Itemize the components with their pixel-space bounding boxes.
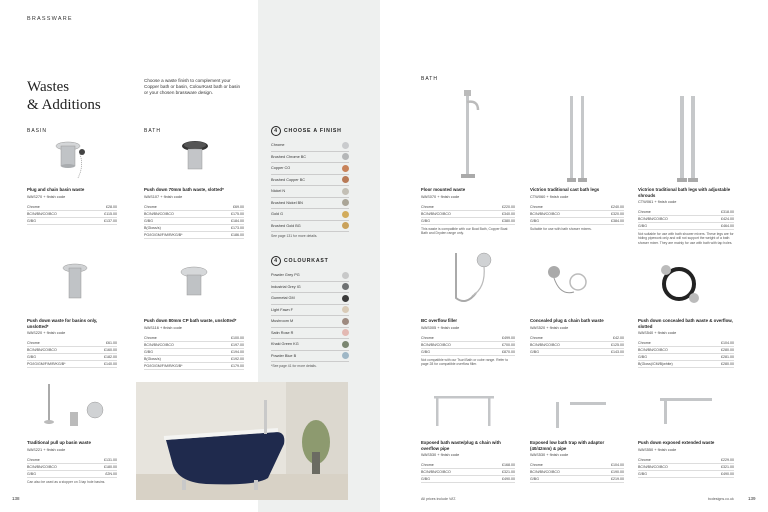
price-value: £499.00: [502, 335, 515, 340]
finish-row: [271, 221, 349, 233]
colourkast-row: [271, 293, 349, 305]
colourkast-label: Satin Rose R: [271, 330, 294, 335]
product-name: Concealed plug & chain bath waste: [530, 318, 604, 323]
product-code: WAS520 + finish code: [530, 324, 569, 330]
price-value: £69.00: [233, 204, 244, 209]
price-table: [27, 340, 117, 368]
finish-code: BC/N/BN/CO/BCO: [638, 348, 668, 352]
finish-row: [271, 198, 349, 210]
finish-note: See page 131 for more details.: [271, 234, 318, 238]
price-row: [638, 347, 734, 354]
price-row: [530, 349, 624, 356]
price-row: [144, 204, 244, 211]
price-value: £186.00: [231, 232, 244, 237]
product-block: [27, 318, 117, 368]
finish-code: B(Gloss)/CM/B(white): [638, 362, 673, 366]
product-block: [421, 187, 515, 235]
finish-swatch: [342, 142, 349, 149]
finish-row: [271, 152, 349, 164]
colourkast-label: Gunmetal GM: [271, 296, 295, 301]
product-code: WAS530 + finish code: [530, 452, 569, 457]
price-row: [27, 457, 117, 464]
finish-code: Chrome: [638, 341, 651, 345]
price-row: [530, 335, 624, 342]
finish-code: BC/N/BN/CO/BCO: [27, 211, 57, 216]
price-row: [144, 335, 244, 342]
finish-code: PG/IG/GM/F/M/R/KG/B*: [144, 232, 183, 237]
finish-swatch: [342, 176, 349, 183]
finish-code: Chrome: [27, 457, 40, 462]
finish-swatch: [342, 188, 349, 195]
floor-mounted-waste-image: [456, 90, 482, 182]
product-note: Not compatible with our Tsuri Bath or cube range. Refer to page 28 for compatible overflow filler.: [421, 357, 509, 366]
finish-heading-text: CHOOSE A FINISH: [284, 128, 342, 134]
finish-code: BC/N/BN/CO/BCO: [638, 217, 668, 221]
price-row: [144, 218, 244, 225]
price-value: £194.00: [231, 349, 244, 354]
finish-label: Brushed Chrome BC: [271, 154, 307, 159]
finish-code: Chrome: [638, 210, 651, 214]
price-value: £143.00: [611, 349, 624, 354]
price-row: [144, 232, 244, 239]
finish-swatch: [342, 199, 349, 206]
colourkast-swatch: [342, 329, 349, 336]
price-row: [530, 211, 624, 218]
price-table: [27, 204, 117, 225]
price-value: £219.00: [611, 477, 624, 481]
website-url: bcdesigns.co.uk: [708, 497, 734, 501]
finish-code: Chrome: [530, 204, 543, 209]
finish-code: G/BG: [421, 477, 430, 481]
finish-swatch: [342, 211, 349, 218]
price-value: £384.00: [611, 218, 624, 223]
product-name: Push down 80mm CP bath waste, unslotted*: [144, 318, 237, 323]
product-name: Plug and chain basin waste: [27, 187, 85, 192]
price-value: £700.00: [502, 342, 515, 347]
price-value: £104.00: [611, 463, 624, 467]
finish-row: [271, 209, 349, 221]
price-row: [530, 204, 624, 211]
finish-code: G/BG: [530, 349, 539, 354]
bath-photo: [136, 382, 348, 500]
price-row: [27, 340, 117, 347]
finish-panel: [271, 126, 349, 238]
colourkast-label: Industrial Grey IG: [271, 284, 301, 289]
product-name: BC overflow filler: [421, 318, 458, 323]
price-value: £182.00: [104, 355, 117, 359]
finish-code: G/BG: [144, 218, 153, 223]
price-row: [421, 462, 515, 469]
price-row: [638, 354, 734, 361]
price-value: £321.00: [502, 470, 515, 474]
colourkast-swatch: [342, 283, 349, 290]
price-row: [144, 225, 244, 232]
product-name: Victrion traditional cast bath legs: [530, 187, 600, 192]
price-value: £280.00: [721, 362, 734, 366]
finish-code: BC/N/BN/CO/BCO: [530, 470, 560, 474]
price-value: £197.00: [231, 342, 244, 347]
price-value: £104.00: [721, 341, 734, 345]
finish-label: Gold G: [271, 212, 284, 217]
product-code: WAS116 + finish code: [144, 324, 182, 330]
price-table: [27, 457, 117, 478]
price-table: [421, 462, 515, 483]
finish-code: BC/N/BN/CO/BCO: [421, 211, 451, 216]
finish-swatch: [342, 165, 349, 172]
price-row: [421, 342, 515, 349]
price-row: [144, 356, 244, 363]
colourkast-row: [271, 351, 349, 363]
section-basin: BASIN: [27, 128, 48, 134]
intro-text: Choose a waste finish to complement your Copper bath or basin, ColourKast bath or basin or your chosen brassware design.: [144, 78, 241, 96]
price-row: [27, 204, 117, 211]
finish-row: [271, 163, 349, 175]
colourkast-row: [271, 316, 349, 328]
product-note: This waste is compatible with our Boat Bath, Copper Boat Bath and Dryden range only.: [421, 226, 508, 235]
section-bath-right: BATH: [421, 76, 438, 82]
price-value: £160.00: [104, 348, 117, 352]
product-code: WAS107 + finish code: [144, 193, 183, 199]
colourkast-row: [271, 339, 349, 351]
finish-label: Copper CO: [271, 166, 291, 171]
finish-label: Brushed Nickel BN: [271, 200, 303, 205]
product-name: Floor mounted waste: [421, 187, 466, 192]
finish-code: Chrome: [530, 463, 543, 467]
finish-code: G/BG: [421, 218, 430, 223]
price-row: [530, 462, 624, 469]
price-row: [27, 354, 117, 361]
price-value: £137.00: [104, 218, 117, 223]
finish-label: Chrome: [271, 143, 285, 148]
finish-code: Chrome: [530, 335, 543, 340]
product-code: WAS550 + finish code: [638, 446, 677, 452]
price-value: £321.00: [721, 464, 734, 469]
price-value: £175.00: [231, 211, 244, 216]
brand-label: BRASSWARE: [27, 16, 73, 22]
finish-row: [271, 186, 349, 198]
price-value: £870.00: [502, 349, 515, 354]
finish-swatch: [342, 153, 349, 160]
price-row: [638, 471, 734, 478]
colourkast-swatch: [342, 341, 349, 348]
price-value: £2N.00: [105, 471, 117, 476]
price-row: [421, 469, 515, 476]
product-block: [144, 187, 244, 239]
finish-code: B(Gloss/s): [144, 225, 161, 230]
price-table: [144, 335, 244, 370]
exposed-low-bath-trap-image: [550, 396, 610, 432]
price-row: [27, 211, 117, 218]
product-block: [27, 440, 117, 484]
finish-row: [271, 175, 349, 187]
product-block: [530, 318, 624, 356]
colourkast-swatch: [342, 306, 349, 313]
product-name: Push down exposed extended waste: [638, 440, 715, 445]
product-code: CTW061 + finish code: [638, 199, 677, 204]
page-title-line2: & Additions: [27, 97, 101, 113]
page-title: [27, 78, 101, 114]
colourkast-list: [271, 270, 349, 362]
colourkast-label: Khaki Green KG: [271, 342, 299, 347]
colourkast-label: Powder Blue B: [271, 353, 297, 358]
finish-label: Nickel N: [271, 189, 286, 194]
price-row: [144, 349, 244, 356]
price-value: £190.00: [611, 470, 624, 474]
price-value: £100.00: [231, 335, 244, 340]
price-table: [421, 335, 515, 356]
colourkast-heading: [271, 256, 349, 266]
price-row: [27, 464, 117, 471]
product-note: Suitable for use with bath shower mixers.: [530, 226, 592, 231]
price-row: [27, 347, 117, 354]
price-value: £318.00: [721, 210, 734, 214]
price-row: [530, 469, 624, 476]
product-name: Push down concealed bath waste & overflow, slotted: [638, 318, 733, 329]
colourkast-row: [271, 282, 349, 294]
price-row: [638, 457, 734, 464]
finish-code: Chrome: [144, 204, 157, 209]
price-value: £179.00: [231, 363, 244, 368]
finish-code: G/BG: [27, 355, 36, 359]
price-row: [144, 342, 244, 349]
product-code: WAS221 + finish code: [27, 446, 66, 452]
colourkast-swatch: [342, 352, 349, 359]
price-row: [638, 216, 734, 223]
product-name: Push down waste for basins only, unslotted*: [27, 318, 98, 329]
finish-label: Brushed Gold BG: [271, 223, 301, 228]
price-row: [638, 464, 734, 471]
finish-code: Chrome: [27, 341, 40, 345]
finish-code: G/BG: [638, 224, 647, 228]
finish-code: BC/N/BN/CO/BCO: [144, 211, 174, 216]
product-block: [27, 187, 117, 225]
finish-list: [271, 140, 349, 232]
finish-code: G/BG: [27, 471, 36, 476]
finish-code: Chrome: [638, 457, 651, 462]
product-code: WAS540 + finish code: [638, 330, 677, 335]
colourkast-heading-text: COLOURKAST: [284, 258, 329, 264]
price-row: [421, 211, 515, 218]
price-row: [530, 342, 624, 349]
price-value: £192.00: [231, 356, 244, 361]
price-value: £340.00: [502, 211, 515, 216]
price-value: £320.00: [611, 211, 624, 216]
price-value: £240.00: [611, 204, 624, 209]
price-table: [530, 204, 624, 225]
price-value: £229.00: [721, 457, 734, 462]
exposed-bath-waste-image: [430, 392, 500, 432]
price-value: £490.00: [721, 471, 734, 476]
colourkast-swatch: [342, 272, 349, 279]
adjustable-bath-legs-image: [676, 94, 700, 184]
price-value: £131.00: [104, 457, 117, 462]
finish-code: PG/IG/GM/F/M/R/KG/B*: [27, 362, 66, 366]
colourkast-row: [271, 328, 349, 340]
page-number-right: 139: [748, 496, 756, 501]
colourkast-note: *See page 41 for more details.: [271, 364, 317, 368]
price-value: £220.00: [502, 204, 515, 209]
finish-code: BC/N/BN/CO/BCO: [421, 470, 451, 474]
colourkast-panel: [271, 256, 349, 368]
product-block: [638, 187, 734, 245]
product-code: CTW060 + finish code: [530, 193, 569, 199]
product-block: [421, 440, 515, 483]
price-table: [530, 335, 624, 356]
price-row: [27, 218, 117, 225]
finish-code: G/BG: [421, 349, 430, 354]
price-row: [421, 218, 515, 225]
overflow-filler-image: [446, 248, 496, 308]
finish-code: BC/N/BN/CO/BCO: [530, 211, 560, 216]
product-code: WAS530 + finish code: [421, 452, 460, 457]
product-block: [421, 318, 515, 366]
product-block: [638, 440, 734, 478]
colourkast-row: [271, 305, 349, 317]
price-value: £464.00: [721, 224, 734, 228]
finish-step-number: 4: [271, 126, 281, 136]
finish-row: [271, 140, 349, 152]
price-value: £61.00: [106, 341, 117, 345]
concealed-overflow-waste-image: [654, 260, 704, 308]
price-value: £280.00: [721, 348, 734, 352]
product-block: [144, 318, 244, 370]
finish-code: Chrome: [27, 204, 40, 209]
price-value: £281.00: [721, 355, 734, 359]
finish-code: Chrome: [421, 463, 434, 467]
finish-code: BC/N/BN/CO/BCO: [421, 342, 451, 347]
page-title-line1: Wastes: [27, 79, 70, 95]
push-down-80mm-waste-image: [178, 264, 210, 302]
price-value: £140.00: [104, 362, 117, 366]
price-row: [638, 340, 734, 347]
price-row: [530, 476, 624, 483]
colourkast-label: Powder Grey PG: [271, 273, 300, 278]
finish-code: Chrome: [421, 335, 434, 340]
cast-bath-legs-image: [566, 94, 590, 184]
price-row: [638, 361, 734, 368]
colourkast-label: Mushroom M: [271, 319, 294, 324]
price-table: [638, 209, 734, 230]
price-row: [421, 349, 515, 356]
finish-code: G/BG: [638, 355, 647, 359]
finish-swatch: [342, 222, 349, 229]
product-name: Push down 70mm bath waste, slotted*: [144, 187, 224, 192]
pull-up-basin-waste-image: [40, 382, 110, 430]
exposed-extended-waste-image: [656, 394, 716, 430]
colourkast-row: [271, 270, 349, 282]
colourkast-step-number: 4: [271, 256, 281, 266]
price-value: £184.00: [231, 218, 244, 223]
vat-note: All prices include VAT.: [421, 497, 457, 501]
finish-code: G/BG: [27, 218, 36, 223]
price-value: £125.00: [611, 342, 624, 347]
price-row: [421, 204, 515, 211]
finish-code: Chrome: [144, 335, 157, 340]
price-value: £168.00: [502, 463, 515, 467]
bath-photo-illustration: [136, 382, 348, 500]
finish-heading: [271, 126, 349, 136]
product-code: WAS005 + finish code: [421, 324, 460, 330]
price-value: £42.00: [613, 335, 624, 340]
basin-push-waste-image: [60, 262, 90, 304]
product-block: [530, 440, 624, 483]
plug-chain-waste-image: [50, 138, 94, 184]
price-value: £180.00: [104, 464, 117, 469]
price-table: [638, 457, 734, 478]
page-number-left: 138: [12, 496, 20, 501]
price-value: £424.00: [721, 217, 734, 221]
product-code: WAS270 + finish code: [27, 193, 66, 199]
finish-code: BC/N/BN/CO/BCO: [530, 342, 560, 347]
concealed-plug-chain-image: [540, 262, 590, 304]
finish-code: G/BG: [530, 477, 539, 481]
push-down-70mm-waste-image: [178, 138, 212, 178]
price-row: [27, 361, 117, 368]
finish-code: G/BG: [638, 471, 647, 476]
price-row: [144, 211, 244, 218]
price-value: £115.00: [104, 211, 117, 216]
finish-code: B(Gloss/s): [144, 356, 161, 361]
price-row: [638, 223, 734, 230]
finish-code: G/BG: [530, 218, 539, 223]
price-value: £380.00: [502, 218, 515, 223]
colourkast-swatch: [342, 295, 349, 302]
product-block: [638, 318, 734, 368]
finish-code: BC/N/BN/CO/BCO: [27, 464, 57, 469]
price-row: [530, 218, 624, 225]
section-bath-left: BATH: [144, 128, 161, 134]
finish-code: G/BG: [144, 349, 153, 354]
product-note: Can also be used as a stopper on 3 tap hole basins.: [27, 479, 106, 484]
finish-code: BC/N/BN/CO/BCO: [144, 342, 174, 347]
price-value: £173.00: [231, 225, 244, 230]
colourkast-label: Light Fawn F: [271, 307, 293, 312]
price-table: [144, 204, 244, 239]
price-table: [638, 340, 734, 368]
product-name: Exposed low bath trap with adaptor (40/42mm) & pipe: [530, 440, 605, 451]
finish-code: BC/N/BN/CO/BCO: [638, 464, 668, 469]
product-code: WAS220 + finish code: [27, 330, 66, 335]
product-name: Victrion traditional bath legs with adjustable shrouds: [638, 187, 731, 198]
price-value: £28.00: [106, 204, 117, 209]
price-row: [421, 335, 515, 342]
colourkast-swatch: [342, 318, 349, 325]
product-name: Exposed bath waste/plug & chain with overflow pipe: [421, 440, 501, 451]
price-row: [421, 476, 515, 483]
price-row: [638, 209, 734, 216]
price-value: £490.00: [502, 477, 515, 481]
product-note: Not suitable for use with bath shower mixers. These legs are for hiding pipework only and will not support the weight of a bath shower mixer. They are mainly for use with bath with tap holes.: [638, 232, 734, 245]
price-table: [421, 204, 515, 225]
price-row: [144, 363, 244, 370]
product-block: [530, 187, 624, 231]
product-name: Traditional pull up basin waste: [27, 440, 91, 445]
product-code: WAS070 + finish code: [421, 193, 460, 199]
finish-label: Brushed Copper BC: [271, 177, 305, 182]
finish-code: Chrome: [421, 204, 434, 209]
price-table: [530, 462, 624, 483]
finish-code: BC/N/BN/CO/BCO: [27, 348, 57, 352]
price-row: [27, 471, 117, 478]
finish-code: PG/IG/GM/F/M/R/KG/B*: [144, 363, 183, 368]
